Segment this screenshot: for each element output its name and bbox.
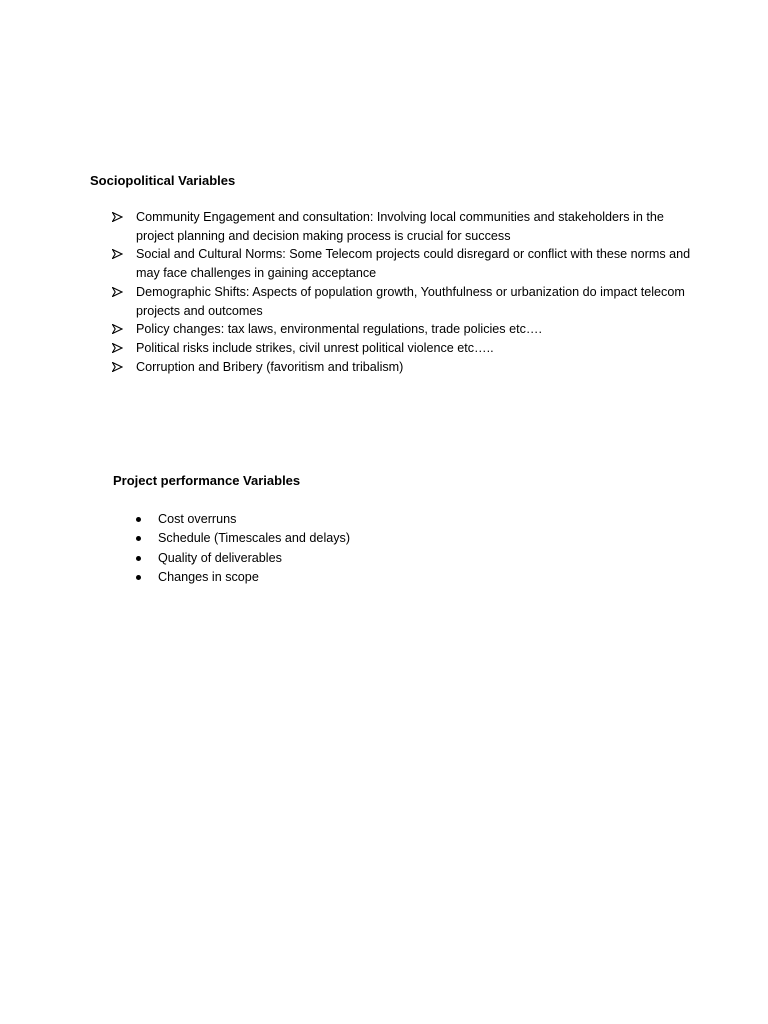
section-heading-sociopolitical: Sociopolitical Variables — [90, 173, 236, 188]
arrow-bullet-icon — [112, 339, 126, 353]
dot-bullet-icon — [133, 568, 147, 580]
list-item-text: Community Engagement and consultation: Involving local communities and stakeholders in the project planning and decision making process is crucial for success — [136, 210, 664, 243]
arrow-bullet-icon — [112, 320, 126, 334]
list-item — [112, 339, 692, 358]
sociopolitical-list — [112, 208, 692, 376]
list-item — [133, 549, 533, 568]
dot-bullet-icon — [133, 549, 147, 561]
list-item-text: Social and Cultural Norms: Some Telecom projects could disregard or conflict with these norms and may face challenges in gaining acceptance — [136, 247, 691, 281]
list-item — [112, 208, 692, 245]
list-item-text: Cost overruns — [158, 512, 237, 526]
list-item — [112, 320, 692, 339]
list-item-text: Political risks include strikes, civil unrest political violence etc….. — [136, 340, 494, 355]
arrow-bullet-icon — [112, 245, 126, 259]
list-item — [133, 568, 533, 587]
list-item-text: Policy changes: tax laws, environmental regulations, trade policies etc…. — [136, 322, 543, 337]
list-item-text: Demographic Shifts: Aspects of population growth, Youthfulness or urbanization do impact telecom projects and outcomes — [136, 284, 685, 318]
list-item-text: Quality of deliverables — [158, 550, 282, 565]
list-item — [112, 358, 692, 377]
arrow-bullet-icon — [112, 283, 126, 297]
list-item-text: Schedule (Timescales and delays) — [158, 531, 351, 546]
section-heading-project-performance: Project performance Variables — [113, 473, 301, 488]
list-item — [133, 529, 533, 548]
list-item — [112, 283, 692, 320]
arrow-bullet-icon — [112, 208, 126, 222]
list-item-text: Changes in scope — [158, 570, 259, 585]
arrow-bullet-icon — [112, 358, 126, 372]
list-item — [133, 510, 533, 529]
project-performance-list — [133, 510, 533, 588]
dot-bullet-icon — [133, 510, 147, 522]
dot-bullet-icon — [133, 529, 147, 541]
list-item — [112, 245, 692, 282]
list-item-text: Corruption and Bribery (favoritism and tribalism) — [136, 359, 404, 374]
